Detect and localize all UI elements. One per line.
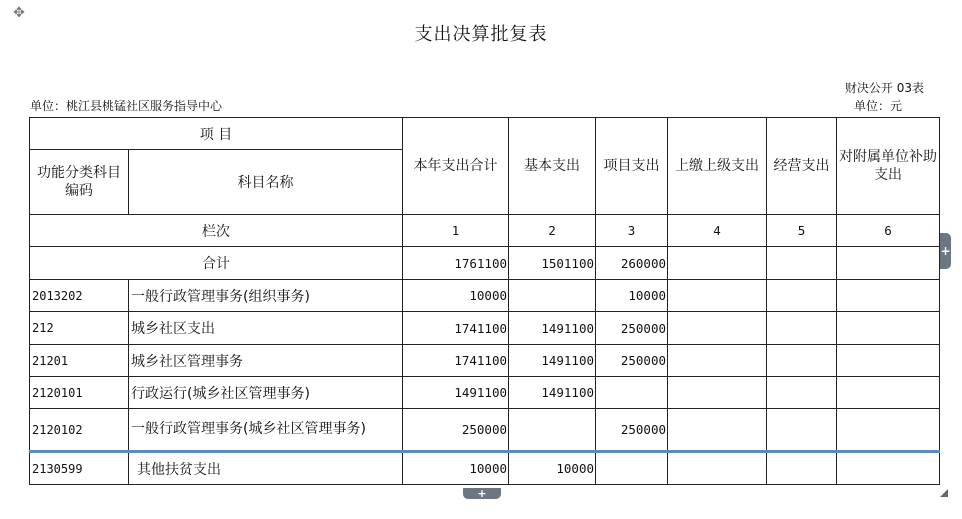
total-cell: 1761100 — [403, 247, 509, 280]
form-code: 财决公开 03表 — [844, 81, 924, 95]
row-name: 城乡社区支出 — [129, 312, 403, 345]
row-name: 一般行政管理事务(城乡社区管理事务) — [129, 409, 403, 452]
row-code: 21201 — [30, 345, 129, 377]
row-name: 一般行政管理事务(组织事务) — [129, 280, 403, 312]
header-code: 功能分类科目编码 — [30, 150, 129, 215]
row-cell — [767, 452, 837, 485]
header-project: 项目支出 — [596, 118, 668, 215]
row-cell — [668, 280, 767, 312]
row-cell — [767, 409, 837, 452]
row-cell — [668, 409, 767, 452]
header-upper: 上缴上级支出 — [668, 118, 767, 215]
row-cell — [596, 452, 668, 485]
row-name: 城乡社区管理事务 — [129, 345, 403, 377]
table-row — [30, 345, 940, 377]
row-code: 2013202 — [30, 280, 129, 312]
table-row — [30, 280, 940, 312]
row-cell — [767, 345, 837, 377]
row-cell — [767, 312, 837, 345]
total-cell — [767, 247, 837, 280]
header-basic: 基本支出 — [509, 118, 596, 215]
row-cell: 250000 — [403, 409, 509, 452]
unit-right: 单位：元 — [853, 99, 902, 113]
row-cell — [668, 452, 767, 485]
column-row-label: 栏次 — [30, 215, 403, 247]
row-cell — [668, 377, 767, 409]
column-number: 1 — [403, 215, 509, 247]
row-cell: 1491100 — [403, 377, 509, 409]
row-cell — [668, 345, 767, 377]
row-cell: 250000 — [596, 409, 668, 452]
header-subsidy: 对附属单位补助支出 — [837, 118, 940, 215]
row-code: 2120102 — [30, 409, 129, 452]
column-number: 6 — [837, 215, 940, 247]
column-number: 4 — [668, 215, 767, 247]
add-row-plus-icon[interactable]: + — [463, 488, 501, 499]
column-number: 3 — [596, 215, 668, 247]
row-code: 2120101 — [30, 377, 129, 409]
row-cell: 10000 — [509, 452, 596, 485]
row-cell — [837, 452, 940, 485]
row-cell — [509, 409, 596, 452]
row-cell — [837, 312, 940, 345]
row-code: 2130599 — [30, 452, 129, 485]
total-cell: 260000 — [596, 247, 668, 280]
page-title: 支出决算批复表 — [414, 24, 548, 45]
row-cell — [837, 409, 940, 452]
header-item: 项 目 — [30, 118, 403, 150]
table-move-handle-icon[interactable]: ✥ — [13, 5, 25, 21]
column-number: 2 — [509, 215, 596, 247]
row-name: 其他扶贫支出 — [129, 452, 403, 485]
row-cell — [596, 377, 668, 409]
row-cell: 250000 — [596, 312, 668, 345]
row-name: 行政运行(城乡社区管理事务) — [129, 377, 403, 409]
row-cell: 10000 — [403, 452, 509, 485]
expenditure-table — [29, 117, 940, 485]
row-cell: 1491100 — [509, 345, 596, 377]
table-resize-icon[interactable] — [940, 489, 948, 497]
table-row — [30, 452, 940, 485]
row-cell: 250000 — [596, 345, 668, 377]
row-cell: 10000 — [403, 280, 509, 312]
row-cell — [837, 345, 940, 377]
total-cell: 1501100 — [509, 247, 596, 280]
row-cell — [837, 377, 940, 409]
header-operate: 经营支出 — [767, 118, 837, 215]
row-cell: 1491100 — [509, 377, 596, 409]
header-name: 科目名称 — [129, 150, 403, 215]
row-cell: 1741100 — [403, 345, 509, 377]
table-row — [30, 377, 940, 409]
row-cell — [509, 280, 596, 312]
row-cell: 1741100 — [403, 312, 509, 345]
total-cell — [668, 247, 767, 280]
row-cell: 1491100 — [509, 312, 596, 345]
row-cell — [837, 280, 940, 312]
header-total: 本年支出合计 — [403, 118, 509, 215]
row-cell — [668, 312, 767, 345]
table-row — [30, 409, 940, 452]
row-cell — [767, 377, 837, 409]
row-cell — [767, 280, 837, 312]
total-row-label: 合计 — [30, 247, 403, 280]
table-row — [30, 312, 940, 345]
add-column-plus-icon[interactable]: + — [940, 233, 951, 269]
total-cell — [837, 247, 940, 280]
unit-left: 单位：桃江县桃锰社区服务指导中心 — [30, 99, 223, 113]
row-code: 212 — [30, 312, 129, 345]
row-cell: 10000 — [596, 280, 668, 312]
column-number: 5 — [767, 215, 837, 247]
